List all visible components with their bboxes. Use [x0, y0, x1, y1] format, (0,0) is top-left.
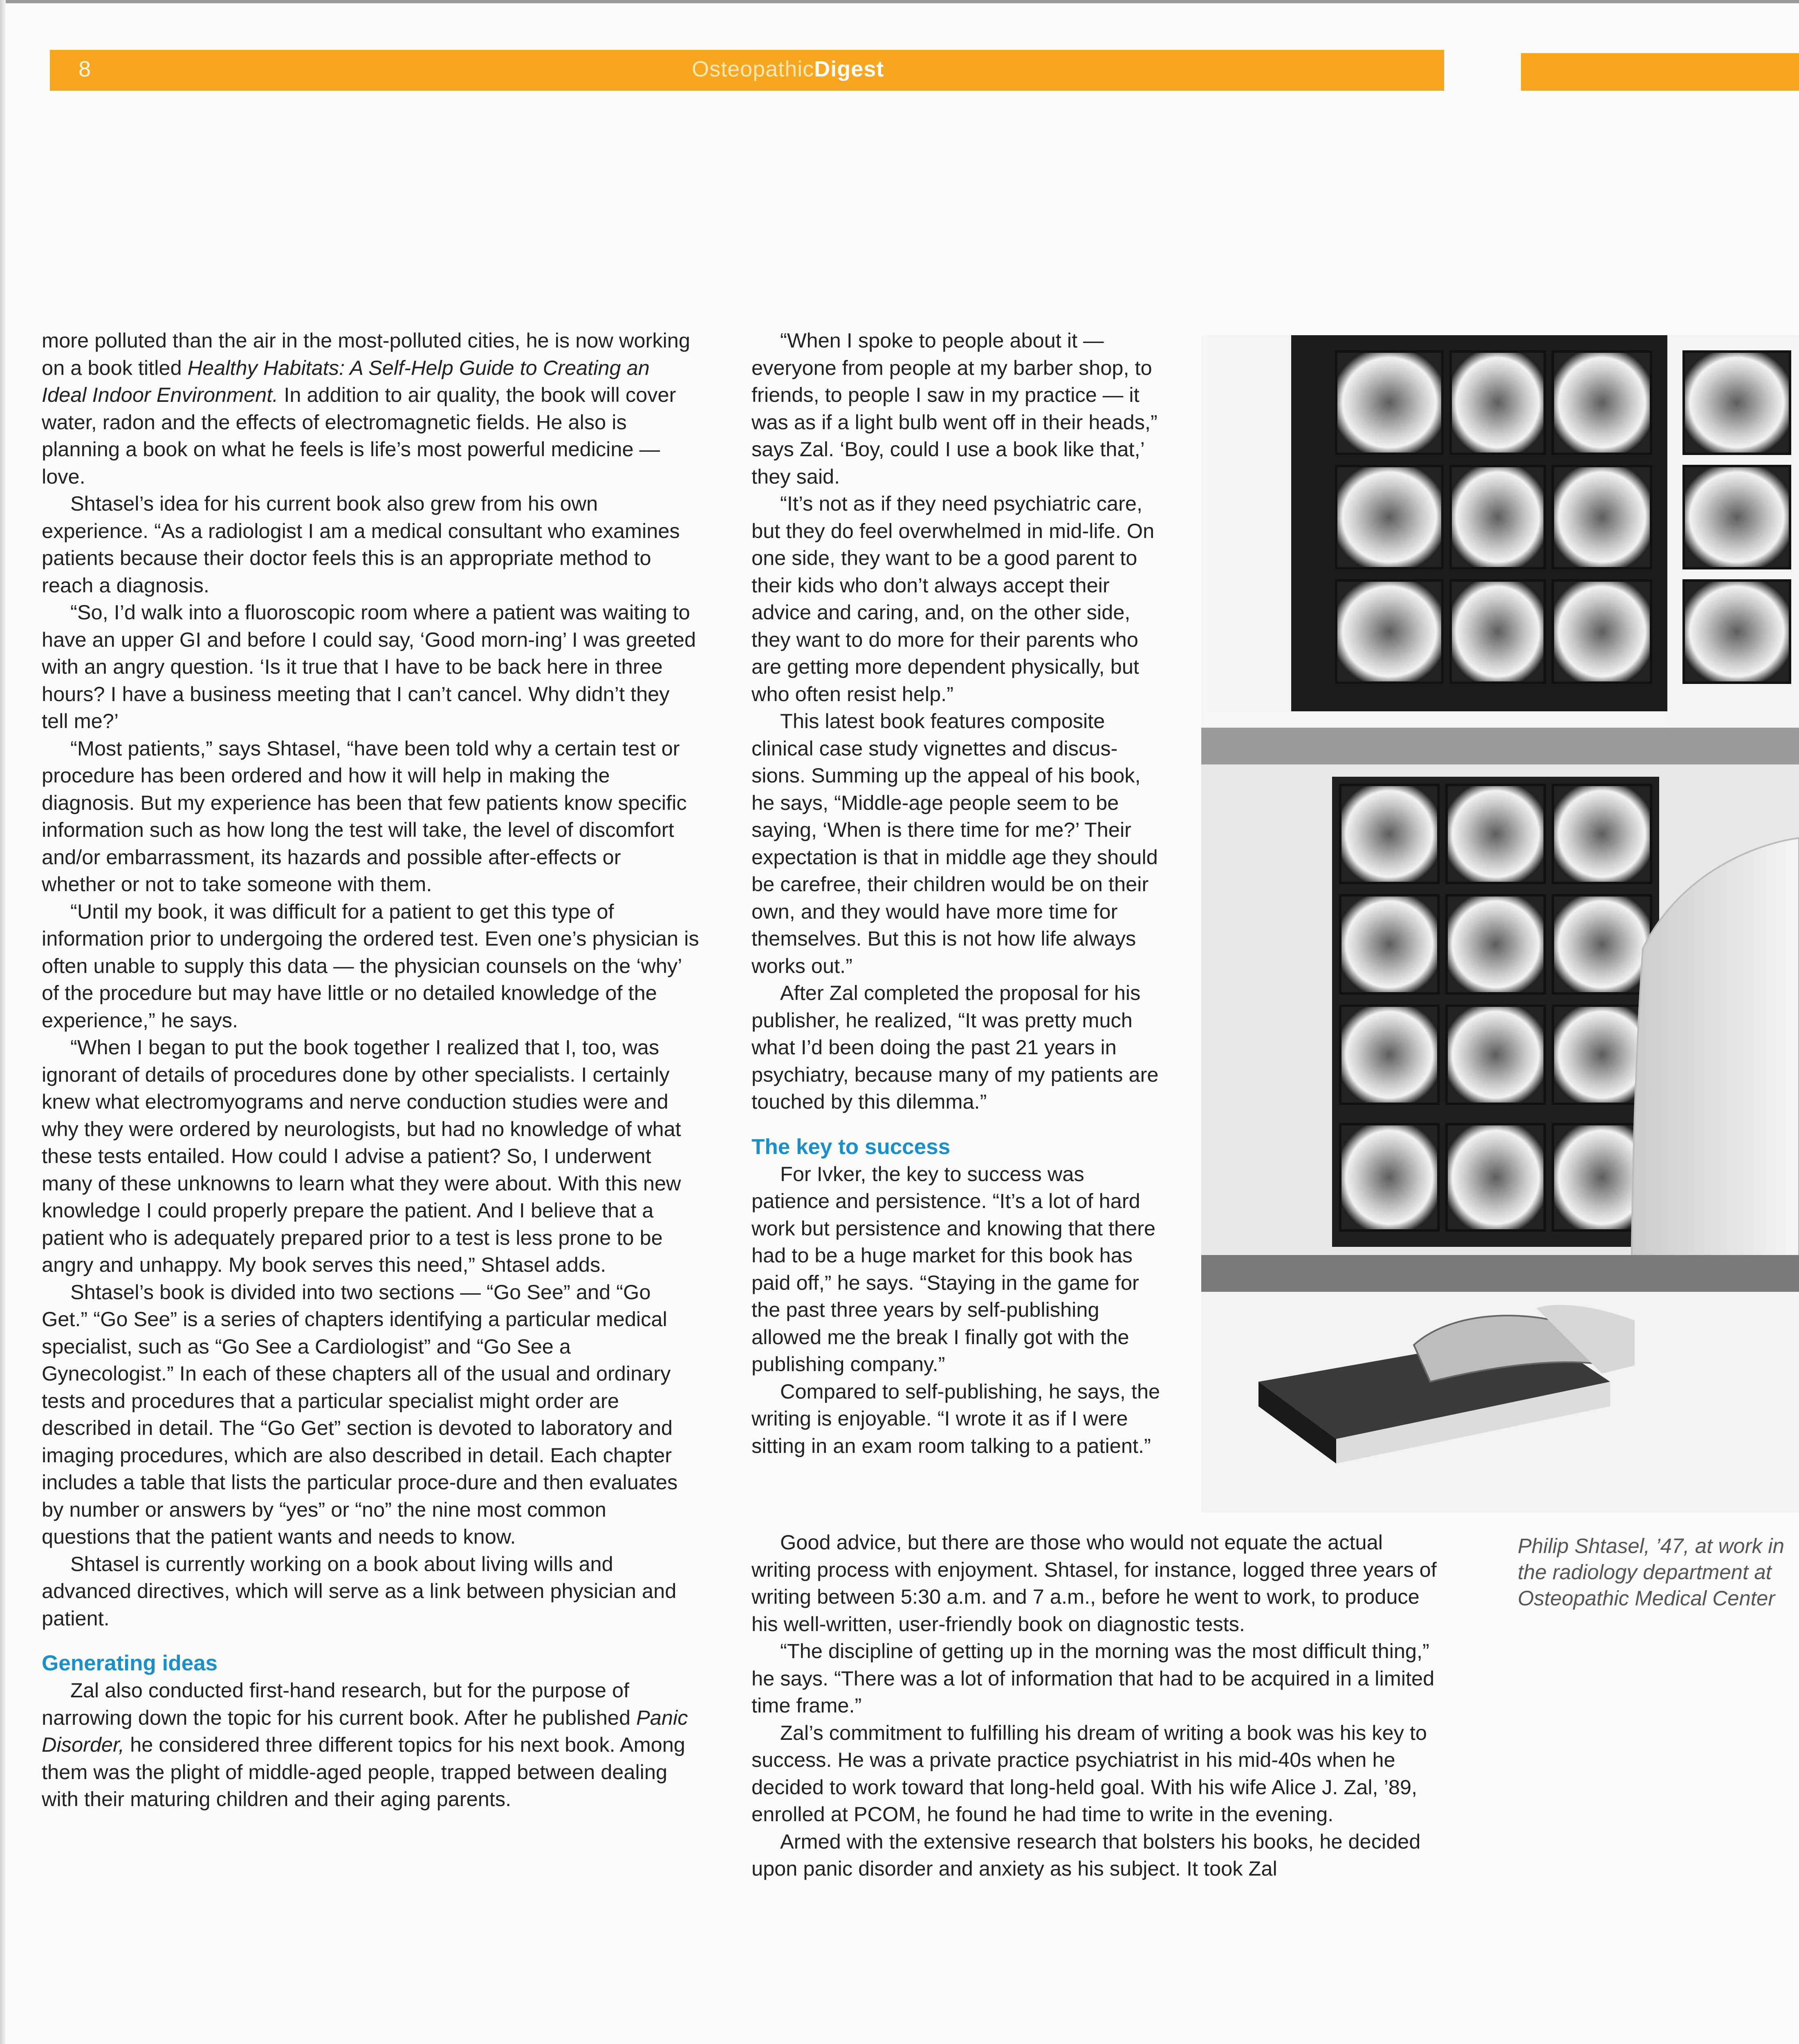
header-bar-facing-page — [1521, 53, 1799, 91]
masthead-bold: Digest — [814, 57, 884, 81]
paragraph — [42, 327, 700, 490]
radiology-photo — [1201, 335, 1799, 1513]
caption-line: Osteopathic Medical Center — [1518, 1587, 1775, 1610]
paragraph: This latest book features composite clinical case study vignettes and discus-sions. Summing up the appeal of his book, he says, “Middle-age people seem to be saying, ‘When is there time for me?’ Their expectation is that in middle age they should be carefree, their children would be on their own, and they would have more time for themselves. But this is not how life always works out.” — [751, 709, 1158, 977]
paragraph: For Ivker, the key to success was patience and persistence. “It’s a lot of hard work but persistence and knowing that there had to be a huge market for this book has paid off,” he says. “Staying in the game for the past three years by self-publishing allowed me the break I finally got with the publishing company.” — [751, 1162, 1156, 1376]
paragraph: “So, I’d walk into a fluoroscopic room where a patient was waiting to have an upper GI and before I could say, ‘Good morn-ing’ I was greeted with an angry question. ‘Is it true that I have to be back here in three hours? I have a business meeting that I can’t cancel. Why didn’t they tell me?’ — [42, 601, 696, 733]
photo-caption — [1518, 1533, 1799, 1611]
section-heading-generating-ideas: Generating ideas — [42, 1651, 218, 1675]
text-run: Zal also conducted first-hand research, but for the purpose of narrowing down the topic for his current book. After he published — [42, 1679, 637, 1729]
article-column-3 — [751, 1529, 1447, 1883]
caption-line: the radiology department at — [1518, 1560, 1772, 1584]
book-title: Healthy Habitats: A Self-Help Guide to Creating an Ideal Indoor Environment. — [42, 356, 650, 406]
text-run: In addition to air quality, the book will cover water, radon and the effects of electromagnetic fields. He also is planning a book on what he feels is life’s most powerful medicine — love. — [42, 383, 676, 488]
paragraph: Compared to self-publishing, he says, the writing is enjoyable. “I wrote it as if I were sitting in an exam room talking to a patient.” — [751, 1379, 1160, 1457]
page-number: 8 — [79, 57, 91, 81]
paragraph: Good advice, but there are those who would not equate the actual writing process with enjoyment. Shtasel, for instance, logged three years of writing between 5:30 a.m. and 7 a.m., before he went to work, to produce his well-written, user-friendly book on diagnostic tests. — [751, 1531, 1437, 1636]
text-run: more polluted than the air in the most-polluted cities, he is now working on a book titled — [42, 329, 690, 379]
page-top-edge — [0, 0, 1799, 3]
radiology-photo-illustration — [1201, 335, 1799, 1513]
text-run: he considered three different topics for his next book. Among them was the plight of middle-aged people, trapped between dealing with their maturing children and their aging parents. — [42, 1733, 685, 1811]
paragraph: After Zal completed the proposal for his publisher, he realized, “It was pretty much what I’d been doing the past 21 years in psychiatry, because many of my patients are touched by this dilemma.” — [751, 981, 1159, 1113]
caption-line: Philip Shtasel, ’47, at work in — [1518, 1534, 1784, 1558]
paragraph: Shtasel’s book is divided into two sections — “Go See” and “Go Get.” “Go See” is a series of chapters identifying a particular medical specialist, such as “Go See a Cardiologist” and “Go See a Gynecologist.” In each of these chapters all of the usual and ordinary tests and procedures that a particular specialist might order are described in detail. The “Go Get” section is devoted to laboratory and imaging procedures, which are also described in detail. Each chapter includes a table that lists the particular proce-dure and then evaluates by number or answers by “yes” or “no” the nine most common questions that the patient wants and needs to know. — [42, 1280, 678, 1548]
paragraph: Armed with the extensive research that bolsters his books, he decided upon panic disorder and anxiety as his subject. It took Zal — [751, 1829, 1421, 1880]
paragraph: “Until my book, it was difficult for a patient to get this type of information prior to undergoing the ordered test. Even one’s physician is often unable to supply this data — the physician counsels on the ‘why’ of the procedure but may have little or no detailed knowledge of the experience,” he says. — [42, 899, 699, 1032]
paragraph: Shtasel’s idea for his current book also grew from his own experience. “As a radiologist I am a medical consultant who examines patients because their doctor feels this is an appropriate method to reach a diagnosis. — [42, 492, 680, 597]
paragraph: “Most patients,” says Shtasel, “have been told why a certain test or procedure has been ordered and how it will help in making the diagnosis. But my experience has been that few patients know specific information such as how long the test will take, the level of discomfort and/or embarrassment, its hazards and possible after-effects or whether or not to take someone with them. — [42, 736, 687, 896]
paragraph: Shtasel is currently working on a book about living wills and advanced directives, which will serve as a link between physician and patient. — [42, 1552, 677, 1630]
section-heading-key-to-success: The key to success — [751, 1134, 951, 1159]
article-column-2 — [751, 327, 1164, 1459]
masthead-light: Osteopathic — [692, 57, 814, 81]
article-column-1 — [42, 327, 700, 1813]
masthead — [692, 56, 884, 82]
paragraph: “The discipline of getting up in the morning was the most difficult thing,” he says. “There was a lot of information that had to be acquired in a limited time frame.” — [751, 1639, 1435, 1717]
paragraph: “It’s not as if they need psychiatric care, but they do feel overwhelmed in mid-life. On one side, they want to be a good parent to their kids who don’t always accept their advice and caring, and, on the other side, they want to do more for their parents who are getting more dependent physically, but who often resist help.” — [751, 492, 1155, 706]
paragraph: “When I began to put the book together I realized that I, too, was ignorant of details of procedures done by other specialists. I certainly knew what electromyograms and nerve conduction studies were and why they were ordered by neurologists, but had no knowledge of what these tests entailed. How could I advise a patient? So, I underwent many of these unknowns to learn what they were about. With this new knowledge I could properly prepare the patient. And I believe that a patient who is adequately prepared prior to a test is less prone to be angry and unhappy. My book serves this need,” Shtasel adds. — [42, 1035, 681, 1276]
book-title: Panic Disorder, — [42, 1706, 688, 1756]
paragraph — [42, 1677, 700, 1813]
paragraph: “When I spoke to people about it — everyone from people at my barber shop, to friends, to people I saw in my practice — it was as if a light bulb went off in their heads,” says Zal. ‘Boy, could I use a book like that,’ they said. — [751, 329, 1157, 488]
page-left-edge — [0, 0, 6, 2044]
paragraph: Zal’s commitment to fulfilling his dream of writing a book was his key to success. He was a private practice psychiatrist in his mid-40s when he decided to work toward that long-held goal. With his wife Alice J. Zal, ’89, enrolled at PCOM, he found he had time to write in the evening. — [751, 1721, 1427, 1826]
header-bar — [50, 50, 1444, 91]
